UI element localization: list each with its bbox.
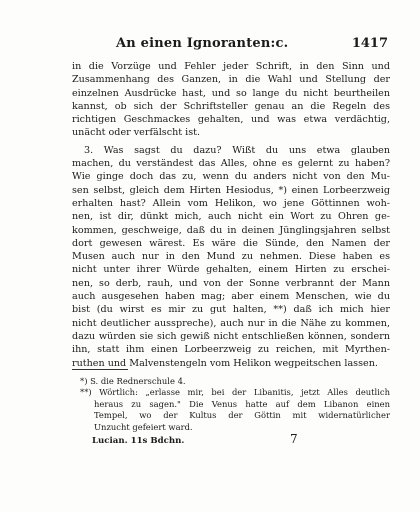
page-number: 1417 <box>351 36 388 51</box>
text-line: nen, ist dir, dünkt mich, auch nicht ein Wort zu Ohren ge- <box>72 211 390 223</box>
running-title: An einen Ignoranten:c. <box>116 36 289 51</box>
footnote-line: **) Wörtlich: „erlasse mir, bei der Libanitis, jetzt Alles deutlich <box>80 387 390 398</box>
text-line: richtigen Geschmackes gehalten, und was etwa verdächtig, <box>72 114 390 126</box>
text-line: nicht deutlicher ausspreche), auch nur in die Nähe zu kommen, <box>72 317 390 329</box>
text-line: erhalten hast? Allein vom Helikon, wo jene Göttinnen woh- <box>72 197 390 209</box>
footnote-line: heraus zu sagen." Die Venus hatte auf dem Libanon einen <box>94 398 390 409</box>
text-line: machen, du verständest das Alles, ohne es gelernt zu haben? <box>72 158 390 170</box>
text-line: in die Vorzüge und Fehler jeder Schrift, in den Sinn und <box>72 61 390 72</box>
text-line: 3. Was sagst du dazu? Wißt du uns etwa glauben <box>84 144 390 156</box>
text-line: dort gewesen wärest. Es wäre die Sünde, den Namen der <box>72 237 390 249</box>
text-line: nicht unter ihrer Würde gehalten, einem Hirten zu erschei- <box>72 264 390 276</box>
text-line: bist (du wirst es mir zu gut halten, **) daß ich mich hier <box>72 304 390 316</box>
footnote-line: *) S. die Rednerschule 4. <box>80 376 186 386</box>
text-line: Musen auch nur in den Mund zu nehmen. Diese haben es <box>72 251 390 263</box>
text-line: sen selbst, gleich dem Hirten Hesiodus, *) einen Lorbeerzweig <box>72 184 390 196</box>
text-line: kommen, geschweige, daß du in deinen Jünglingsjahren selbst <box>72 224 390 236</box>
printer-signature: Lucian. 11s Bdchn. <box>92 436 185 446</box>
text-line: dazu würden sie sich gewiß nicht entschließen können, sondern <box>72 330 390 342</box>
text-line: Zusammenhang des Ganzen, in die Wahl und Stellung der <box>72 74 390 86</box>
sheet-number: 7 <box>290 432 298 446</box>
footnotes <box>80 376 390 433</box>
text-line: ruthen und Malvenstengeln vom Helikon wegpeitschen lassen. <box>72 357 378 369</box>
text-line: auch ausgesehen haben mag; aber einem Menschen, wie du <box>72 291 390 303</box>
text-line: nen, so derb, rauh, und von der Sonne verbrannt der Mann <box>72 277 390 289</box>
text-line: einzelnen Ausdrücke hast, und so lange du nicht beurtheilen <box>72 87 390 99</box>
body-text <box>72 60 390 370</box>
footnote-line: Tempel, wo der Kultus der Göttin mit widernatürlicher <box>94 410 390 421</box>
footnote-rule <box>72 369 128 370</box>
text-line: unächt oder verfälscht ist. <box>72 127 201 139</box>
footnote-line: Unzucht gefeiert ward. <box>94 421 193 432</box>
text-line: Wie ginge doch das zu, wenn du anders nicht von den Mu- <box>72 171 390 183</box>
text-line: ihn, statt ihm einen Lorbeerzweig zu reichen, mit Myrthen- <box>72 344 390 356</box>
page-header <box>72 36 388 56</box>
text-line: kannst, ob sich der Schriftsteller genau an die Regeln des <box>72 100 390 112</box>
